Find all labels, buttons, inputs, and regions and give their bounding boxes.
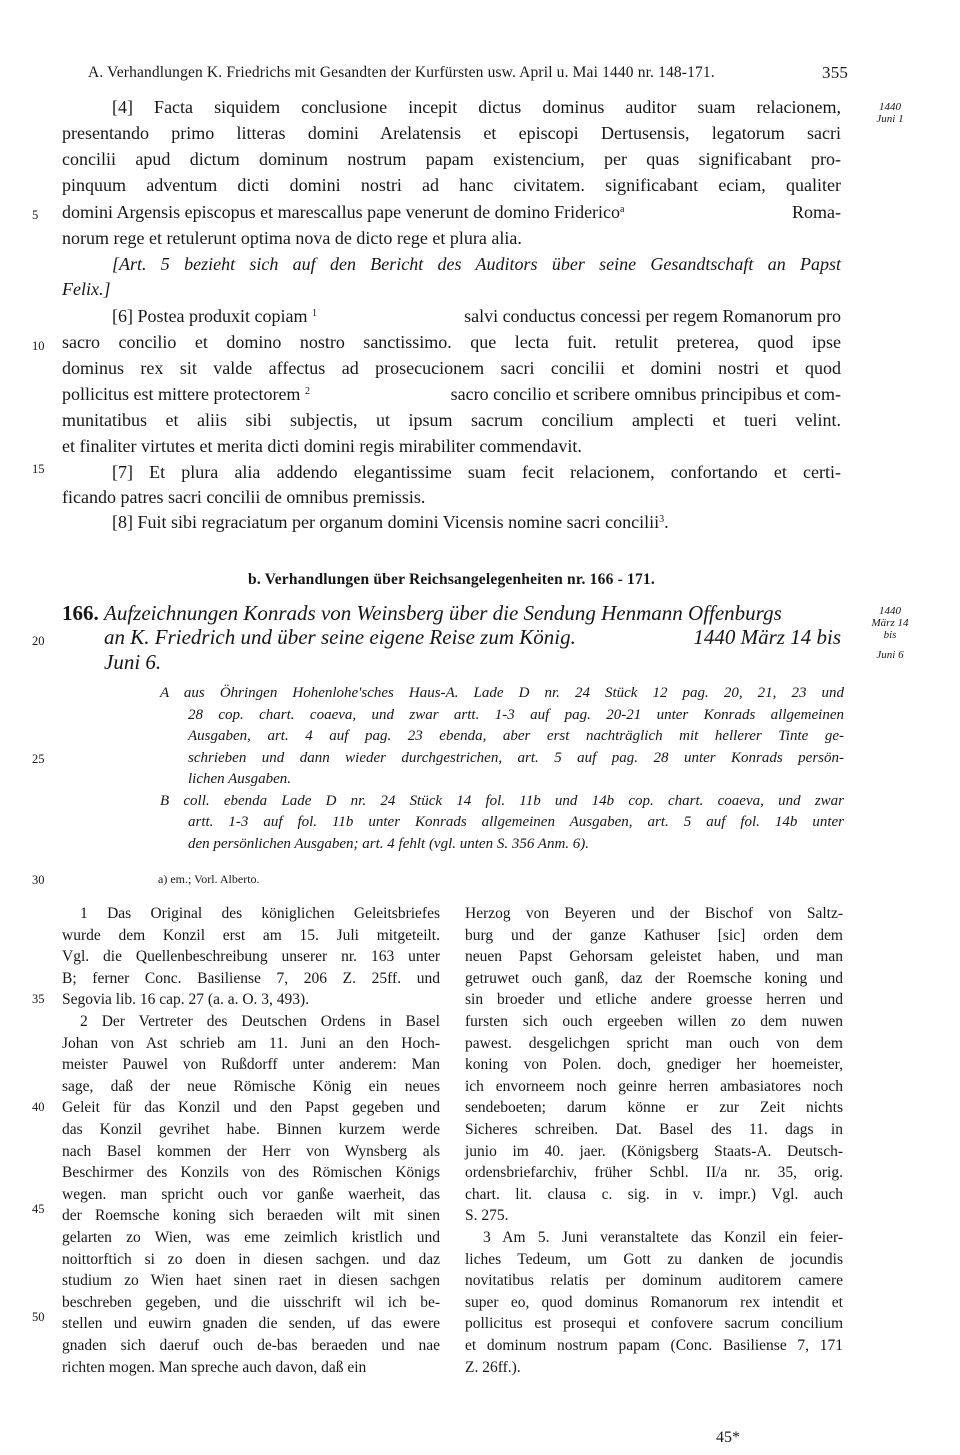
footnote-line: der Roemsche koning sich beraeden wilt mit sinen xyxy=(62,1207,440,1225)
footnote-line: liches Tedeum, um Gott zu danken de jocundis xyxy=(465,1250,843,1268)
margin-bis: bis xyxy=(883,629,897,641)
footnote-line: super eo, quod dominus Romanorum rex intendit et xyxy=(465,1293,843,1311)
source-line: A aus Öhringen Hohenlohe'sches Haus-A. Lade D nr. 24 Stück 12 pag. 20, 21, 23 und xyxy=(160,685,844,701)
line-number: 30 xyxy=(32,873,45,887)
text-line: [7] Et plura alia addendo elegantissime suam fecit relacionem, confortando et certi- xyxy=(112,462,841,482)
text-line: presentando primo litteras domini Arelatensis et episcopi Dertusensis, legatorum sacri xyxy=(62,123,841,143)
footnote-line: koning von Polen. doch, gnediger her hoemeister, xyxy=(465,1056,843,1074)
source-line: schrieben und dann wieder durchgestrichen, art. 5 auf pag. 28 unter Konrads persön- xyxy=(188,749,844,766)
margin-date-top xyxy=(850,101,930,125)
margin-day: Juni 1 xyxy=(876,113,904,125)
footnote-line: Geleit für das Konzil und den Papst gegeben und xyxy=(62,1099,440,1117)
footnote-ref: 1 xyxy=(311,308,317,319)
page-number: 355 xyxy=(822,63,848,82)
text-segment: . xyxy=(664,512,669,532)
document-number: 166. xyxy=(62,601,99,625)
footnote-line: Herzog von Beyeren und der Bischof von Saltz- xyxy=(465,905,843,922)
text-line: sacro concilio et domino nostro sanctissimo. que lecta fuit. retulit preterea, quod ipse xyxy=(62,332,841,352)
footnote-line: meister Pauwel von Rußdorff unter anderem: Man xyxy=(62,1056,440,1074)
source-line: lichen Ausgaben. xyxy=(188,771,292,787)
footnote-line: burg und der ganze Kathuser [sic] orden dem xyxy=(465,926,843,944)
footnote-line: 1 Das Original des königlichen Geleitsbriefes xyxy=(80,905,440,922)
footnote-line: das Konzil gevrihet habe. Binnen kurzem werde xyxy=(62,1121,440,1138)
footnote-line: pawest. desgelichgen spricht man ouch von dem xyxy=(465,1034,843,1052)
source-line: B coll. ebenda Lade D nr. 24 Stück 14 fol. 11b und 14b cop. chart. coaeva, und zwar xyxy=(160,792,844,809)
running-header xyxy=(88,64,848,82)
footnote-line: studium zo Wien haet sinen raet in diesen sachgen xyxy=(62,1272,440,1290)
variant-note: a) em.; Vorl. Alberto. xyxy=(158,872,260,886)
title-text: Aufzeichnungen Konrads von Weinsberg über die Sendung Henmann Offenburgs xyxy=(104,601,782,625)
text-line: ficando patres sacri concilii de omnibus premissis. xyxy=(62,487,426,507)
footnote-line: Z. 26ff.). xyxy=(465,1358,521,1376)
text-line: [4] Facta siquidem conclusione incepit dictus dominus auditor suam relacionem, xyxy=(112,97,841,117)
line-number: 5 xyxy=(32,208,39,222)
footnote-line: sendeboeten; darum könne er zur Zeit nichts xyxy=(465,1099,843,1117)
source-line: den persönlichen Ausgaben; art. 4 fehlt (vgl. unten S. 356 Anm. 6). xyxy=(188,835,590,852)
title-line xyxy=(62,600,782,626)
margin-date-document xyxy=(850,605,930,661)
footnote-line: S. 275. xyxy=(465,1207,509,1225)
margin-date-from: März 14 xyxy=(871,617,909,629)
footnote-line: junio im 40. jaer. (Königsberg Staats-A. Deutsch- xyxy=(465,1142,843,1160)
footnote-line: stellen und euwirn gnaden die senden, uf das ewere xyxy=(62,1315,440,1333)
footnote-ref: 2 xyxy=(304,386,310,397)
footnote-line: novitatibus relatis per dominum auditorem camere xyxy=(465,1272,843,1290)
footnote-line: sin broeder und etliche andere groesse herren und xyxy=(465,991,843,1009)
line-number: 20 xyxy=(32,634,45,648)
footnote-line: nach Basel kommen der Herr von Wynsberg als xyxy=(62,1142,440,1160)
footnote-ref: 3 xyxy=(659,514,665,525)
line-number: 50 xyxy=(32,1310,45,1324)
title-line: Juni 6. xyxy=(104,650,162,674)
line-number: 25 xyxy=(32,752,45,766)
text-segment: sacro concilio et scribere omnibus principibus et com- xyxy=(450,384,841,404)
text-line: norum rege et retulerunt optima nova de dicto rege et plura alia. xyxy=(62,228,522,248)
footnote-line: richten mogen. Man spreche auch davon, daß ein xyxy=(62,1358,367,1376)
line-number: 40 xyxy=(32,1100,45,1114)
text-segment: pollicitus est mittere protectorem xyxy=(62,384,301,404)
text-line: munitatibus et aliis sibi subjectis, ut ipsum sacrum concilium amplecti et tueri velint. xyxy=(62,410,841,430)
line-number: 10 xyxy=(32,339,45,353)
text-line: pinquum adventum dicti domini nostri ad hanc civitatem. significabant eciam, qualiter xyxy=(62,175,841,195)
footnote-line: wurde dem Konzil erst am 15. Juli mitgeteilt. xyxy=(62,926,440,944)
line-number: 35 xyxy=(32,992,45,1006)
title-date: 1440 März 14 bis xyxy=(693,625,841,649)
variant-marker: a xyxy=(620,204,625,215)
line-number: 45 xyxy=(32,1202,45,1216)
footnote-line: noittorftich si zo doen in diesen sachgen. und daz xyxy=(62,1250,440,1268)
text-segment: [6] Postea produxit copiam xyxy=(112,306,308,326)
footnote-line: pollicitus est prosequi et confovere sacrum concilium xyxy=(465,1315,843,1333)
editorial-note: Felix.] xyxy=(62,279,111,299)
footnote-line: ordensbriefarchiv, früher Schbl. II/a nr. 35, orig. xyxy=(465,1164,843,1182)
source-line: Ausgaben, art. 4 auf pag. 23 ebenda, aber erst nachträglich mit hellerer Tinte ge- xyxy=(188,728,844,744)
text-segment: domini Argensis episcopus et marescallus pape venerunt de domino Friderico xyxy=(62,202,621,222)
source-line: 28 cop. chart. coaeva, und zwar artt. 1-3 auf pag. 20-21 unter Konrads allgemeinen xyxy=(188,706,844,723)
text-line xyxy=(62,305,841,328)
footnote-line: neuen Papst Gehorsam geleistet haben, und man xyxy=(465,948,843,966)
section-heading: b. Verhandlungen über Reichsangelegenheiten nr. 166 - 171. xyxy=(248,571,655,588)
footnote-line: Johan von Ast schrieb am 11. Juni an den Hoch- xyxy=(62,1034,440,1052)
text-line xyxy=(62,511,841,534)
text-line: et finaliter virtutes et merita dicti domini regis mirabiliter commendavit. xyxy=(62,436,582,456)
source-line: artt. 1-3 auf fol. 11b unter Konrads allgemeinen Ausgaben, art. 5 auf fol. 14b unter xyxy=(188,814,844,830)
text-line: concilii apud dictum dominum nostrum papam existencium, per quas significabant pro- xyxy=(62,149,841,169)
footnote-line: 2 Der Vertreter des Deutschen Ordens in Basel xyxy=(80,1013,440,1030)
editorial-note: [Art. 5 bezieht sich auf den Bericht des Auditors über seine Gesandtschaft an Papst xyxy=(112,254,841,274)
running-title: A. Verhandlungen K. Friedrichs mit Gesandten der Kurfürsten usw. April u. Mai 1440 nr. 148-171. xyxy=(88,64,715,81)
footnote-line: et dominum nostrum papam (Conc. Basiliense 7, 171 xyxy=(465,1337,843,1354)
footnote-line: wegen. man spricht ouch vor ganße waerheit, das xyxy=(62,1185,440,1203)
margin-date-to: Juni 6 xyxy=(876,649,904,661)
footnote-line: B; ferner Conc. Basiliense 7, 206 Z. 25ff. und xyxy=(62,969,440,987)
title-line: an K. Friedrich und über seine eigene Reise zum König. xyxy=(104,625,576,649)
footnote-line: fursten sich ouch ergeeben willen zo dem nuwen xyxy=(465,1013,843,1030)
text-line xyxy=(62,201,841,224)
footnote-line: Sicheres schreiben. Dat. Basel des 11. dags in xyxy=(465,1121,843,1138)
margin-year: 1440 xyxy=(879,101,901,113)
footnote-line: Beschirmer des Konzils von des Römischen Königs xyxy=(62,1164,440,1182)
footnote-line: chart. lit. clausa c. sig. in v. impr.) Vgl. auch xyxy=(465,1185,843,1203)
margin-year: 1440 xyxy=(879,605,901,617)
footnote-line: gelarten zo Wien, was eme zeimlich kristlich und xyxy=(62,1229,440,1246)
footnote-line: gnaden sich daeruf ouch de-bas beraeden und nae xyxy=(62,1337,440,1354)
footnote-line: ich envorneem noch geinre herren ambasiatores noch xyxy=(465,1077,843,1095)
signature-mark: 45* xyxy=(716,1429,740,1446)
footnote-line: getruwet ouch ganß, daz der Roemsche koning und xyxy=(465,969,843,987)
text-segment: Roma- xyxy=(792,202,841,222)
footnote-line: sage, daß der neue Römische König ein neues xyxy=(62,1077,440,1095)
footnote-line: beschreben gegeben, und die uisschrift wil ich be- xyxy=(62,1293,440,1311)
footnote-line: Segovia lib. 16 cap. 27 (a. a. O. 3, 493). xyxy=(62,991,310,1009)
text-segment: salvi conductus concessi per regem Romanorum pro xyxy=(464,306,841,326)
line-number: 15 xyxy=(32,462,45,476)
text-segment: [8] Fuit sibi regraciatum per organum domini Vicensis nomine sacri concilii xyxy=(112,512,660,532)
text-line xyxy=(62,383,841,406)
footnote-line: 3 Am 5. Juni veranstaltete das Konzil ein feier- xyxy=(483,1229,843,1246)
text-line: dominus rex sit valde affectus ad prosecucionem sacri concilii et domini nostri et quod xyxy=(62,358,841,378)
footnote-line: Vgl. die Quellenbeschreibung unserer nr. 163 unter xyxy=(62,948,440,966)
